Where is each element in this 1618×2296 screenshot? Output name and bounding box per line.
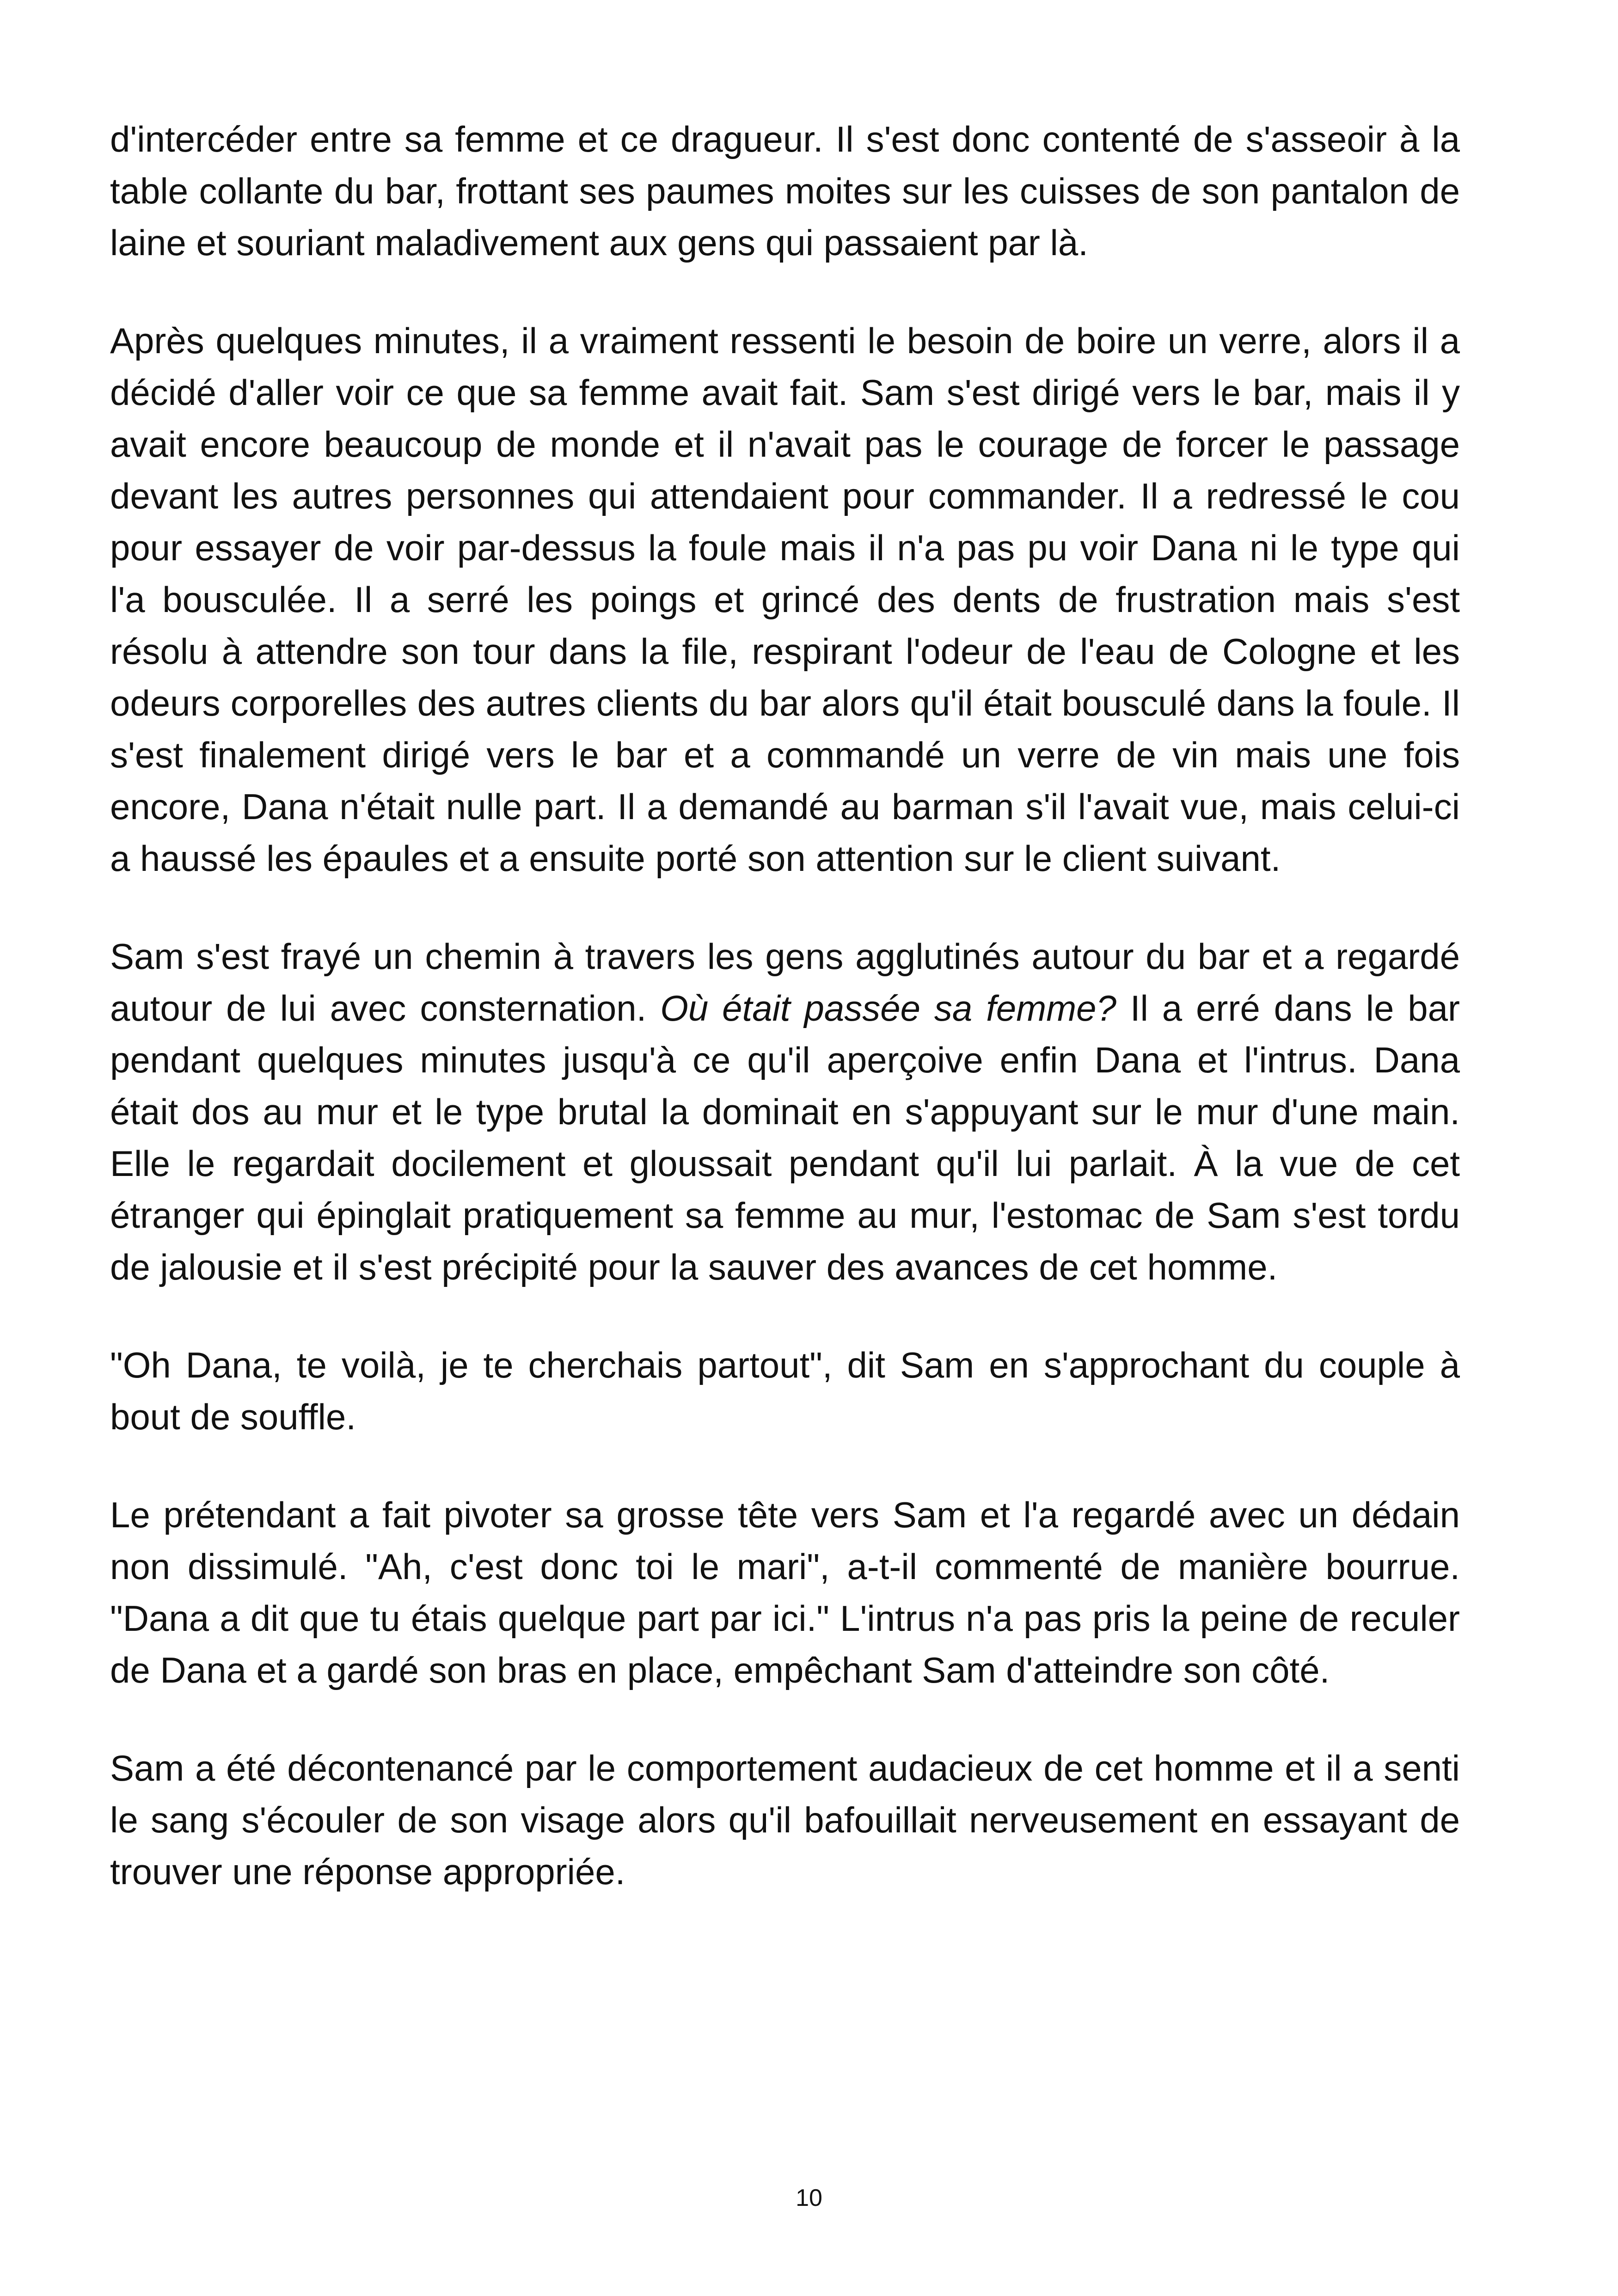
italic-question: Où était passée sa femme? <box>660 988 1116 1029</box>
page-number: 10 <box>796 2185 822 2211</box>
body-text <box>110 113 1460 1944</box>
paragraph-1: d'intercéder entre sa femme et ce dragueur. Il s'est donc contenté de s'asseoir à la table collante du bar, frottant ses paumes moites sur les cuisses de son pantalon de laine et souriant maladivement aux gens qui passaient par là. <box>110 119 1460 263</box>
paragraph-4: "Oh Dana, te voilà, je te cherchais partout", dit Sam en s'approchant du couple à bout de souffle. <box>110 1345 1460 1437</box>
paragraph-3-end: Il a erré dans le bar pendant quelques minutes jusqu'à ce qu'il aperçoive enfin Dana et l'intrus. Dana était dos au mur et le type brutal la dominait en s'appuyant sur le mur d'une main. Elle le regardait docilement et gloussait pendant qu'il lui parlait. À la vue de cet étranger qui épinglait pratiquement sa femme au mur, l'estomac de Sam s'est tordu de jalousie et il s'est précipité pour la sauver des avances de cet homme. <box>110 988 1460 1287</box>
paragraph-2: Après quelques minutes, il a vraiment ressenti le besoin de boire un verre, alors il a décidé d'aller voir ce que sa femme avait fait. Sam s'est dirigé vers le bar, mais il y avait encore beaucoup de monde et il n'avait pas le courage de forcer le passage devant les autres personnes qui attendaient pour commander. Il a redressé le cou pour essayer de voir par-dessus la foule mais il n'a pas pu voir Dana ni le type qui l'a bousculée. Il a serré les poings et grincé des dents de frustration mais s'est résolu à attendre son tour dans la file, respirant l'odeur de l'eau de Cologne et les odeurs corporelles des autres clients du bar alors qu'il était bousculé dans la foule. Il s'est finalement dirigé vers le bar et a commandé un verre de vin mais une fois encore, Dana n'était nulle part. Il a demandé au barman s'il l'avait vue, mais celui-ci a haussé les épaules et a ensuite porté son attention sur le client suivant. <box>110 320 1460 879</box>
paragraph-5: Le prétendant a fait pivoter sa grosse tête vers Sam et l'a regardé avec un dédain non dissimulé. "Ah, c'est donc toi le mari", a-t-il commenté de manière bourrue. "Dana a dit que tu étais quelque part par ici." L'intrus n'a pas pris la peine de reculer de Dana et a gardé son bras en place, empêchant Sam d'atteindre son côté. <box>110 1494 1460 1690</box>
paragraph-6: Sam a été décontenancé par le comportement audacieux de cet homme et il a senti le sang s'écouler de son visage alors qu'il bafouillait nerveusement en essayant de trouver une réponse appropriée. <box>110 1748 1460 1892</box>
paragraph-3-start: Sam s'est frayé un chemin à travers les gens agglutinés autour du bar et a regardé autour de lui avec consternation. <box>110 936 1460 1029</box>
paragraph-3 <box>110 931 1460 1293</box>
